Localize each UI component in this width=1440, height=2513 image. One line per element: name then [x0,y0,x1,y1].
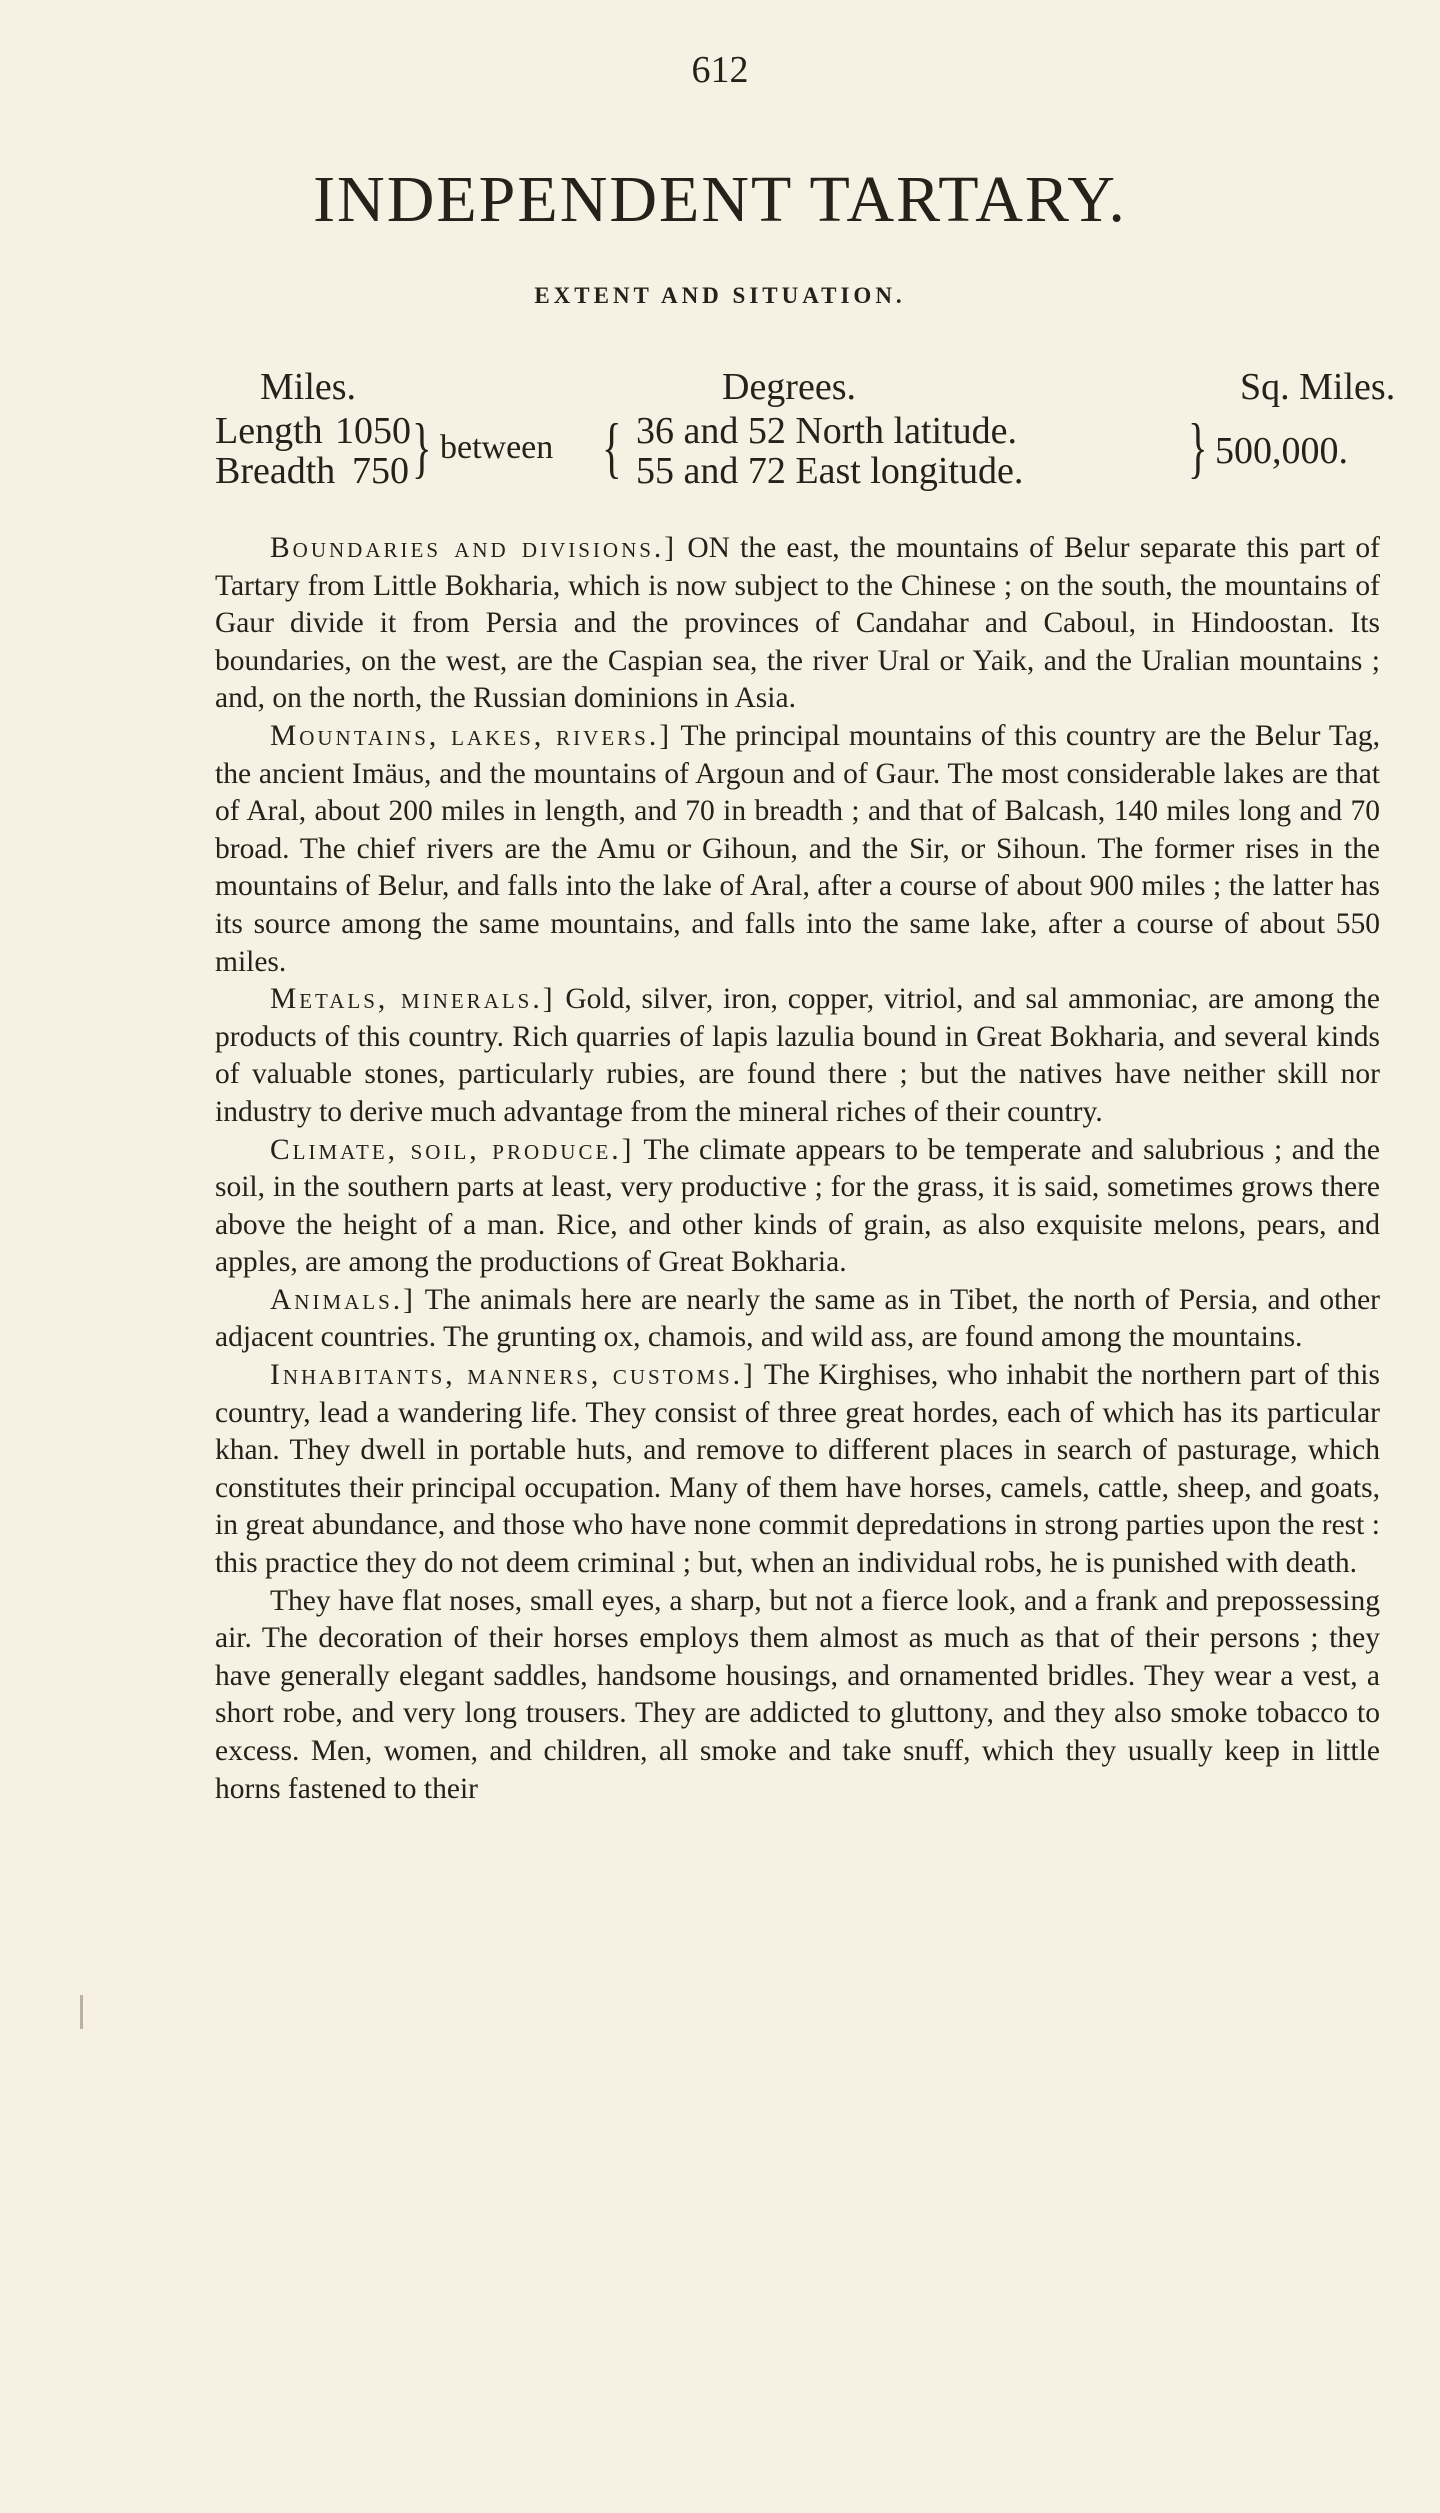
section-heading: Inhabitants, manners, customs.] [270,1359,756,1392]
right-brace-degrees: } [1188,409,1208,485]
section-metals [215,981,1380,1131]
section-text: They have flat noses, small eyes, a sharp, but not a fierce look, and a frank and prepossessing air. The decoration of their horses employs them almost as much as that of their persons ; they have generally elegant saddles, handsome housings, and ornamented bridles. They wear a vest, a short robe, and very long trousers. They are addicted to gluttony, and they also smoke tobacco to excess. Men, women, and children, all smoke and take snuff, which they usually keep in little horns fastened to their [215,1584,1380,1805]
section-heading: Animals.] [270,1283,417,1316]
sq-miles-value: 500,000. [1215,430,1348,472]
section-subtitle: EXTENT AND SITUATION. [534,283,906,308]
left-brace-degrees: { [602,409,622,485]
header-miles: Miles. [260,366,357,408]
row-breadth-degrees: 55 and 72 East longitude. [636,450,1024,492]
right-brace-miles: } [412,409,432,485]
section-heading: Metals, minerals.] [270,983,556,1016]
header-sq-miles: Sq. Miles. [1240,366,1396,408]
page-title: INDEPENDENT TARTARY. [313,163,1127,236]
row-length-miles: 1050 [335,410,411,452]
between-label: between [440,429,554,466]
section-appearance [215,1583,1380,1809]
row-breadth-label: Breadth [215,450,336,492]
section-text: The principal mountains of this country are the Belur Tag, the ancient Imäus, and the mountains of Argoun and of Gaur. The most considerable lakes are that of Aral, about 200 miles in length, and 70 in breadth ; and that of Balcash, 140 miles long and 70 broad. The chief rivers are the Amu or Gihoun, and the Sir, or Sihoun. The former rises in the mountains of Belur, and falls into the lake of Aral, after a course of about 900 miles ; the latter has its source among the same mountains, and falls into the same lake, after a course of about 550 miles. [215,719,1381,978]
section-mountains [215,718,1380,981]
section-text: The animals here are nearly the same as in Tibet, the north of Persia, and other adjacent countries. The grunting ox, chamois, and wild ass, are found among the mountains. [215,1283,1381,1354]
section-text: The Kirghises, who inhabit the northern part of this country, lead a wandering life. They consist of three great hordes, each of which has its particular khan. They dwell in portable huts, and remove to different places in search of pasturage, which constitutes their principal occupation. Many of them have horses, camels, cattle, sheep, and goats, in great abundance, and those who have none commit depredations in strong parties upon the rest : this practice they do not deem criminal ; but, when an individual robs, he is punished with death. [215,1359,1380,1580]
row-breadth-miles: 750 [352,450,409,492]
row-length-degrees: 36 and 52 North latitude. [636,410,1017,452]
section-heading: Mountains, lakes, rivers.] [270,719,673,752]
section-heading: Boundaries and divisions.] [270,532,678,564]
margin-mark [80,1995,83,2029]
section-boundaries [215,530,1380,718]
section-inhabitants [215,1357,1380,1583]
section-climate [215,1132,1380,1282]
section-animals [215,1282,1380,1357]
row-length-label: Length [215,410,323,452]
section-heading: Climate, soil, produce.] [270,1133,635,1166]
body-text [215,530,1380,1808]
section-text: ON the east, the mountains of Belur separate this part of Tartary from Little Bokharia, which is now subject to the Chinese ; on the south, the mountains of Gaur divide it from Persia and the provinces of Candahar and Caboul, in Hindoostan. Its boundaries, on the west, are the Caspian sea, the river Ural or Yaik, and the Uralian mountains ; and, on the north, the Russian dominions in Asia. [215,532,1380,715]
extent-table [215,365,1395,505]
section-text: Gold, silver, iron, copper, vitriol, and sal ammoniac, are among the products of this country. Rich quarries of lapis lazulia bound in Great Bokharia, and several kinds of valuable stones, particularly rubies, are found there ; but the natives have neither skill nor industry to derive much advantage from the mineral riches of their country. [215,983,1381,1128]
header-degrees: Degrees. [722,366,856,408]
section-text: The climate appears to be temperate and salubrious ; and the soil, in the southern parts at least, very productive ; for the grass, it is said, sometimes grows there above the height of a man. Rice, and other kinds of grain, as also exquisite melons, pears, and apples, are among the productions of Great Bokharia. [215,1133,1381,1279]
page-number: 612 [691,49,749,91]
